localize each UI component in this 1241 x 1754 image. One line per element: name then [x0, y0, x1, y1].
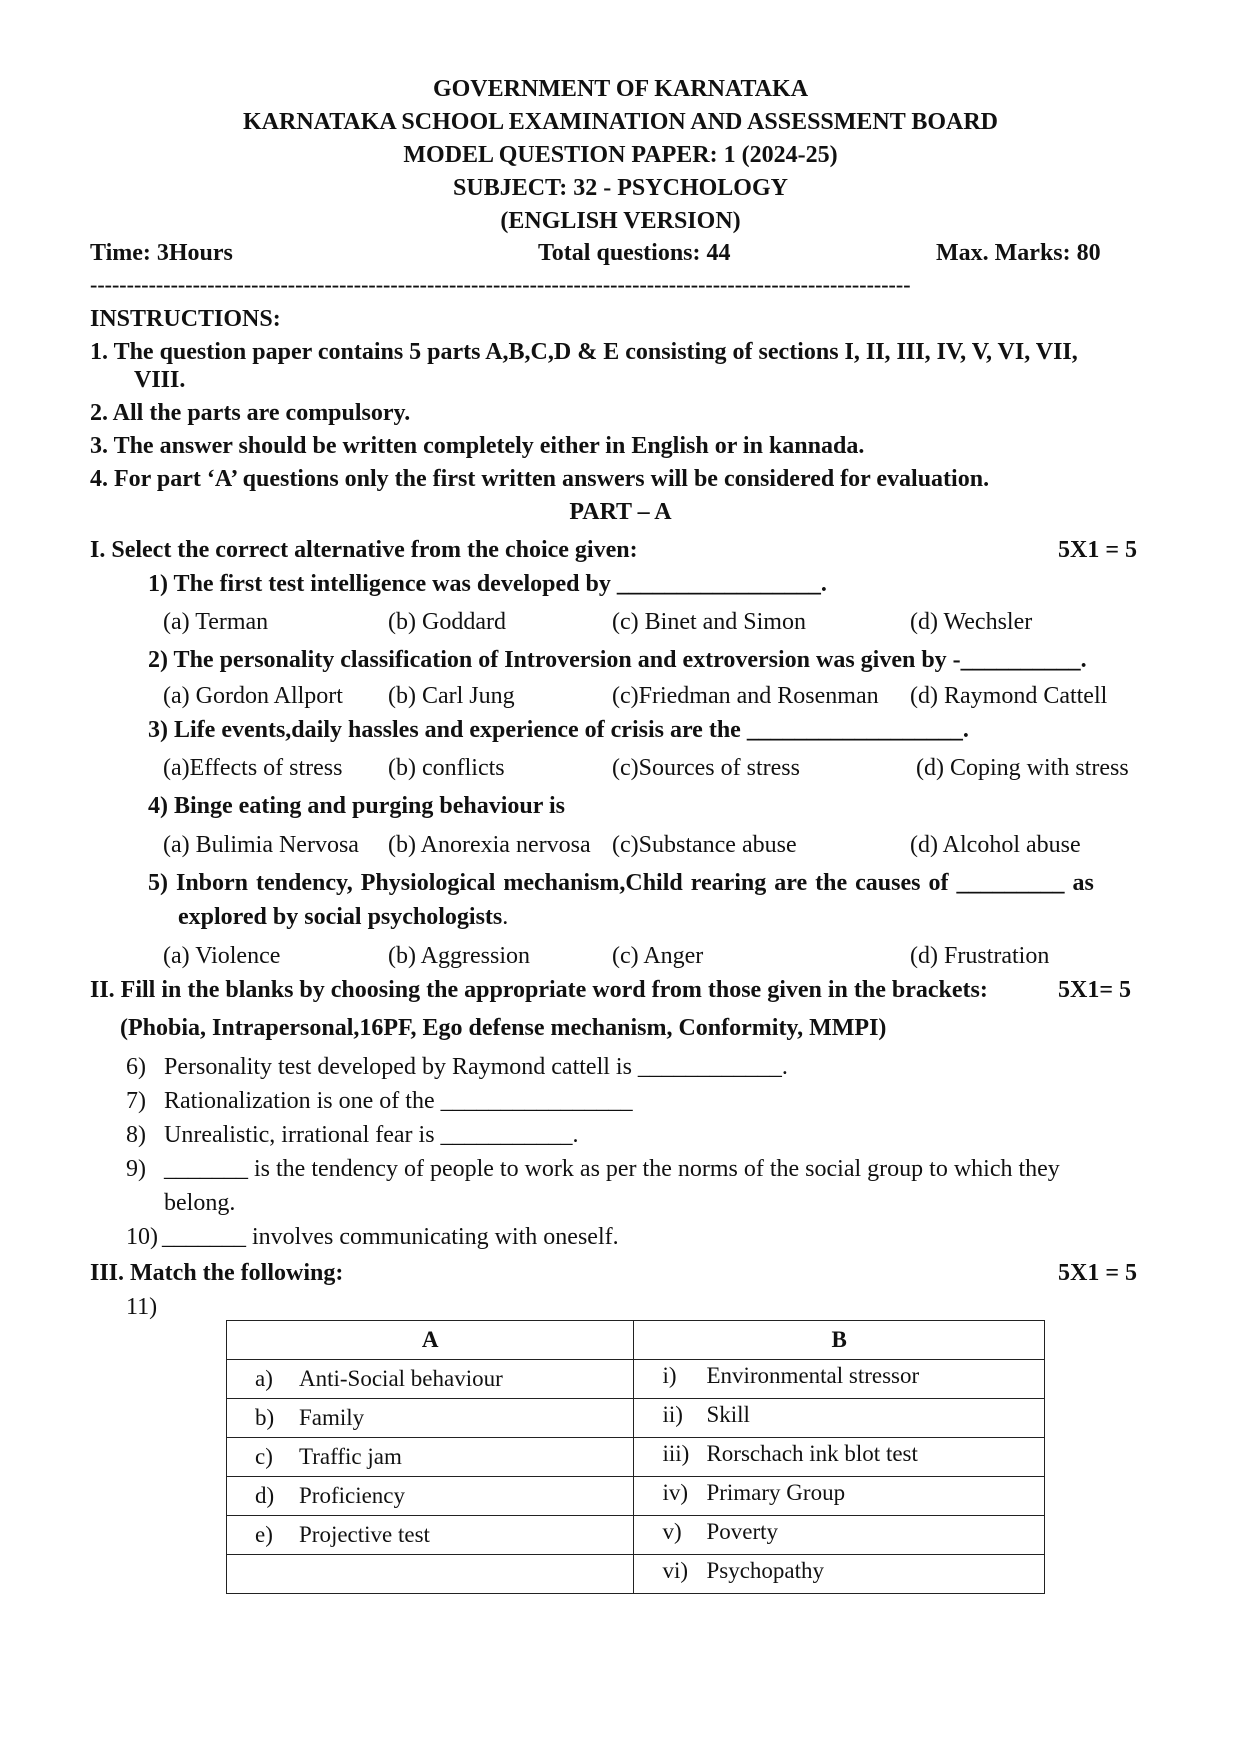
- match-b-number: i): [662, 1363, 677, 1388]
- match-b-number: ii): [662, 1402, 683, 1427]
- header-government: GOVERNMENT OF KARNATAKA: [432, 76, 809, 102]
- match-table: [226, 1320, 1045, 1594]
- header-version: (ENGLISH VERSION): [500, 208, 741, 234]
- match-a-item: Proficiency: [299, 1483, 406, 1508]
- match-b-item: Primary Group: [706, 1480, 846, 1505]
- question-5-option-b: (b) Aggression: [388, 943, 530, 969]
- header-divider: ----------------------------------------------------------------------------------------------------------------: [90, 272, 911, 297]
- part-a-title: PART – A: [569, 499, 672, 525]
- match-b-item: Environmental stressor: [706, 1363, 920, 1388]
- match-b-item: Skill: [706, 1402, 750, 1427]
- match-table-header-row: [227, 1321, 1045, 1360]
- question-4-option-a: (a) Bulimia Nervosa: [163, 832, 359, 858]
- question-2-stem: 2) The personality classification of Introversion and extroversion was given by -__________.: [148, 647, 1087, 673]
- section-3-marks: 5X1 = 5: [1058, 1260, 1138, 1286]
- question-3-option-a: (a)Effects of stress: [163, 755, 343, 781]
- question-5-stem-period: .: [502, 904, 509, 930]
- question-2-option-c: (c)Friedman and Rosenman: [612, 683, 879, 709]
- question-9-text-continued: belong.: [164, 1190, 236, 1216]
- max-marks: Max. Marks: 80: [936, 240, 1101, 266]
- question-5-stem-continued-text: explored by social psychologists: [178, 904, 503, 930]
- match-a-number: b): [255, 1405, 275, 1430]
- question-5-stem: 5) Inborn tendency, Physiological mechanism,Child rearing are the causes of _________ as: [148, 870, 1094, 896]
- match-a-item: Traffic jam: [299, 1444, 402, 1469]
- match-b-item: Poverty: [706, 1519, 779, 1544]
- question-1-option-c: (c) Binet and Simon: [612, 609, 806, 635]
- instructions-title: INSTRUCTIONS:: [90, 306, 281, 332]
- question-7-text: Rationalization is one of the ________________: [164, 1088, 633, 1114]
- question-4-option-d: (d) Alcohol abuse: [910, 832, 1081, 858]
- match-a-number: c): [255, 1444, 273, 1469]
- question-2-option-a: (a) Gordon Allport: [163, 683, 343, 709]
- question-5-option-d: (d) Frustration: [910, 943, 1050, 969]
- instruction-4: 4. For part ‘A’ questions only the first written answers will be considered for evaluation.: [90, 466, 990, 492]
- question-5-option-c: (c) Anger: [612, 943, 704, 969]
- header-subject: SUBJECT: 32 - PSYCHOLOGY: [453, 175, 788, 201]
- section-1-marks: 5X1 = 5: [1058, 537, 1138, 563]
- match-b-number: iii): [662, 1441, 690, 1466]
- match-a-item: Projective test: [299, 1522, 430, 1547]
- question-8-text: Unrealistic, irrational fear is ___________.: [164, 1122, 579, 1148]
- instruction-1-continued: VIII.: [134, 367, 186, 393]
- section-2-marks: 5X1= 5: [1058, 977, 1132, 1003]
- question-1-option-d: (d) Wechsler: [910, 609, 1033, 635]
- question-2-option-b: (b) Carl Jung: [388, 683, 515, 709]
- question-5-stem-continued: [178, 904, 508, 931]
- question-9-text: _______ is the tendency of people to work as per the norms of the social group to which they: [164, 1156, 1060, 1182]
- question-2-option-d: (d) Raymond Cattell: [910, 683, 1108, 709]
- match-a-item: Anti-Social behaviour: [299, 1366, 503, 1391]
- match-b-number: v): [662, 1519, 682, 1544]
- match-table-row: [227, 1438, 1045, 1477]
- instruction-1: 1. The question paper contains 5 parts A,B,C,D & E consisting of sections I, II, III, IV, V, VI, VII,: [90, 339, 1078, 365]
- match-a-number: d): [255, 1483, 275, 1508]
- question-4-stem: 4) Binge eating and purging behaviour is: [148, 793, 565, 819]
- match-b-number: vi): [662, 1558, 689, 1583]
- match-table-row: [227, 1555, 1045, 1594]
- question-4-option-b: (b) Anorexia nervosa: [388, 832, 591, 858]
- match-column-a-header: A: [227, 1321, 634, 1360]
- match-table-row: [227, 1399, 1045, 1438]
- match-b-number: iv): [662, 1480, 689, 1505]
- question-1-option-a: (a) Terman: [163, 609, 269, 635]
- question-3-option-c: (c)Sources of stress: [612, 755, 800, 781]
- question-11-number: 11): [126, 1294, 158, 1320]
- question-1-stem: 1) The first test intelligence was developed by _________________.: [148, 571, 827, 597]
- section-3-title: III. Match the following:: [90, 1260, 344, 1286]
- match-a-number: a): [255, 1366, 273, 1391]
- match-a-number: e): [255, 1522, 273, 1547]
- match-table-row: [227, 1360, 1045, 1399]
- question-5-option-a: (a) Violence: [163, 943, 281, 969]
- question-10-number: 10): [126, 1224, 158, 1250]
- instruction-3: 3. The answer should be written completely either in English or in kannada.: [90, 433, 865, 459]
- section-1-title: I. Select the correct alternative from the choice given:: [90, 537, 638, 563]
- header-board: KARNATAKA SCHOOL EXAMINATION AND ASSESSMENT BOARD: [242, 109, 999, 135]
- question-3-stem: 3) Life events,daily hassles and experience of crisis are the __________________.: [148, 717, 969, 743]
- match-table-row: [227, 1516, 1045, 1555]
- match-b-item: Rorschach ink blot test: [706, 1441, 918, 1466]
- question-10-text: _______ involves communicating with oneself.: [162, 1224, 619, 1250]
- total-questions: Total questions: 44: [538, 240, 731, 266]
- match-a-item: Family: [299, 1405, 365, 1430]
- match-table-row: [227, 1477, 1045, 1516]
- question-4-option-c: (c)Substance abuse: [612, 832, 797, 858]
- question-6-text: Personality test developed by Raymond cattell is ____________.: [164, 1054, 788, 1080]
- question-3-option-b: (b) conflicts: [388, 755, 505, 781]
- question-9-number: 9): [126, 1156, 146, 1182]
- question-1-option-b: (b) Goddard: [388, 609, 506, 635]
- match-b-item: Psychopathy: [706, 1558, 825, 1583]
- question-8-number: 8): [126, 1122, 146, 1148]
- question-7-number: 7): [126, 1088, 146, 1114]
- question-6-number: 6): [126, 1054, 146, 1080]
- section-2-word-bank: (Phobia, Intrapersonal,16PF, Ego defense mechanism, Conformity, MMPI): [120, 1015, 887, 1041]
- instruction-2: 2. All the parts are compulsory.: [90, 400, 411, 426]
- section-2-title: II. Fill in the blanks by choosing the appropriate word from those given in the brackets:: [90, 977, 988, 1003]
- question-3-option-d: (d) Coping with stress: [916, 755, 1129, 781]
- match-column-b-header: B: [634, 1321, 1045, 1360]
- match-a-empty-cell: [227, 1555, 634, 1594]
- header-paper-title: MODEL QUESTION PAPER: 1 (2024-25): [403, 142, 838, 168]
- exam-time: Time: 3Hours: [90, 240, 233, 266]
